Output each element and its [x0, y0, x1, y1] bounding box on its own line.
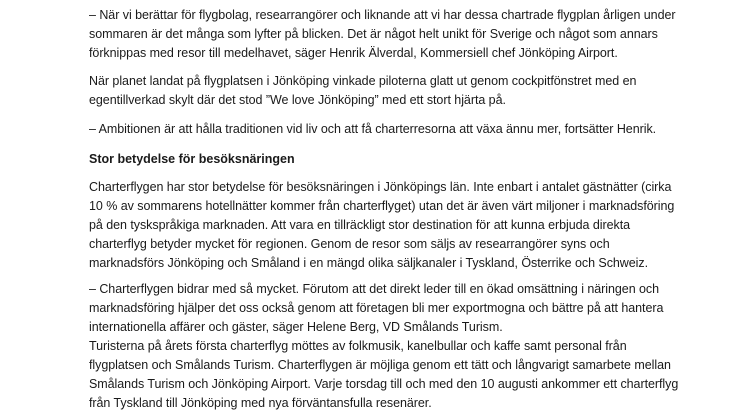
text-line: – När vi berättar för flygbolag, researrangörer och liknande att vi har dessa chartrade flygplan årligen under — [89, 8, 676, 22]
text-line: sommaren är det många som lyfter på blicken. Det är något helt unikt för Sverige och något som annars — [89, 27, 658, 41]
paragraph-landing — [89, 72, 636, 110]
paragraph-quote-henrik — [89, 6, 676, 63]
text-line: internationella affärer och gäster, säger Helene Berg, VD Smålands Turism. — [89, 320, 503, 334]
text-line: marknadsförs Jönköping och Småland i en mängd olika säljkanaler i Tyskland, Österrike och Schweiz. — [89, 256, 649, 270]
paragraph-ambition — [89, 120, 656, 139]
paragraph-tourists — [89, 337, 678, 413]
text-line: förknippas med resor till medelhavet, säger Henrik Älverdal, Kommersiell chef Jönköping Airport. — [89, 46, 618, 60]
paragraph-importance — [89, 178, 674, 273]
text-line: charterflyg betyder mycket för regionen. Genom de resor som säljs av researrangörer syns och — [89, 237, 610, 251]
paragraph-quote-helene — [89, 280, 663, 337]
text-line: Charterflygen har stor betydelse för besöksnäringen i Jönköpings län. Inte enbart i antalet gästnätter (cirka — [89, 180, 672, 194]
section-heading: Stor betydelse för besöksnäringen — [89, 152, 295, 166]
text-line: – Charterflygen bidrar med så mycket. Förutom att det direkt leder till en ökad omsättning i näringen och — [89, 282, 660, 296]
text-line: egentillverkad skylt där det stod ”We love Jönköping” med ett stort hjärta på. — [89, 93, 506, 107]
text-line: marknadsföring hjälper det oss också genom att företagen bli mer exportmogna och bättre på att hantera — [89, 301, 664, 315]
text-line: Smålands Turism och Jönköping Airport. Varje torsdag till och med den 10 augusti ankommer ett charterflyg — [89, 377, 679, 391]
text-line: När planet landat på flygplatsen i Jönköping vinkade piloterna glatt ut genom cockpitfönstret med en — [89, 74, 637, 88]
text-line: från Tyskland till Jönköping med nya förväntansfulla resenärer. — [89, 396, 432, 410]
text-line: flygplatsen och Smålands Turism. Charterflygen är möjliga genom ett tätt och långvarigt samarbete mellan — [89, 358, 671, 372]
text-line: Turisterna på årets första charterflyg möttes av folkmusik, kanelbullar och kaffe samt personal från — [89, 339, 627, 353]
text-line: – Ambitionen är att hålla traditionen vid liv och att få charterresorna att växa ännu mer, fortsätter Henrik. — [89, 122, 657, 136]
text-line: på den tyskspråkiga marknaden. Att vara en tillräckligt stor destination för att kunna erbjuda direkta — [89, 218, 631, 232]
text-line: 10 % av sommarens hotellnätter kommer från charterflyget) utan det är även värt miljoner i marknadsföring — [89, 199, 675, 213]
